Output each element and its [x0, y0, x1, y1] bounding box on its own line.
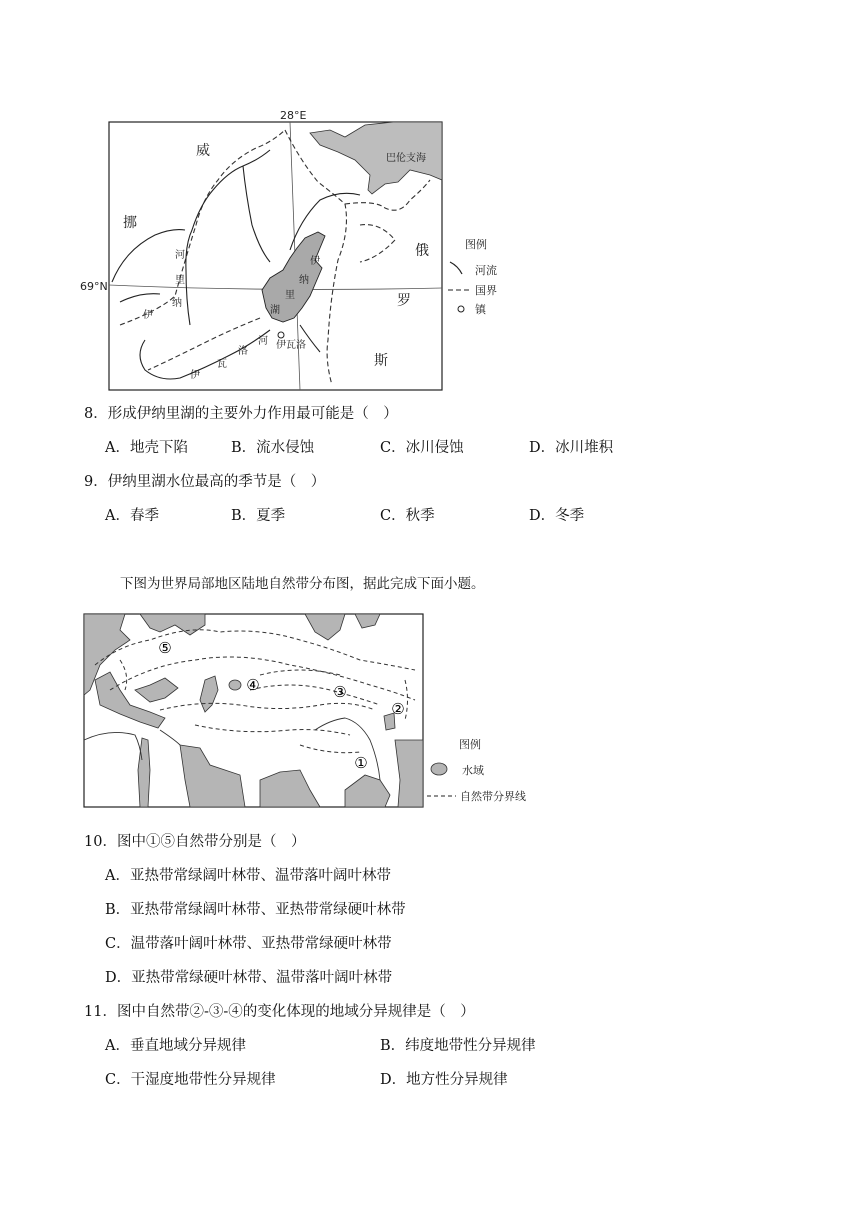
country-label-4: 斯: [374, 353, 388, 369]
q9-option-c[interactable]: C．秋季: [380, 508, 435, 524]
river-label-bottom-2: 洛: [238, 346, 248, 357]
sea-label: 巴伦支海: [386, 153, 426, 164]
zone-label-1: ①: [354, 754, 368, 772]
q10-option-b[interactable]: B．亚热带常绿阔叶林带、亚热带常绿硬叶林带: [105, 902, 406, 918]
legend-river-icon: [450, 262, 462, 274]
legend-river: 河流: [475, 264, 497, 277]
parallel-label: 69°N: [80, 280, 108, 293]
q9-stem: 9．伊纳里湖水位最高的季节是（ ）: [84, 474, 326, 490]
town-label: 伊瓦洛: [276, 340, 306, 351]
legend-water-icon: [431, 763, 447, 775]
river-label-bottom-3: 河: [258, 336, 268, 347]
q10-stem: 10．图中①⑤自然带分别是（ ）: [84, 834, 306, 850]
lake-label-3: 湖: [270, 305, 280, 316]
zone-label-2: ②: [391, 700, 405, 718]
lake-label-2: 里: [285, 290, 295, 301]
lake-label-1: 纳: [299, 275, 309, 286]
country-label-3: 罗: [397, 293, 411, 309]
lake-label-0: 伊: [310, 256, 320, 267]
town-marker-ivalo: [278, 332, 284, 338]
q9-option-d[interactable]: D．冬季: [529, 508, 585, 524]
legend-title: 图例: [465, 238, 487, 251]
map2-legend: [427, 737, 526, 803]
q8-option-a[interactable]: A．地壳下陷: [105, 440, 188, 456]
q9-option-b[interactable]: B．夏季: [231, 508, 286, 524]
legend-town: 镇: [475, 303, 486, 316]
river-label-left-2: 纳: [172, 298, 182, 309]
legend2-title: 图例: [459, 738, 481, 751]
legend-town-icon: [458, 306, 464, 312]
legend-water: 水域: [462, 764, 484, 777]
zone-label-4: ④: [246, 676, 260, 694]
zone-label-3: ③: [333, 683, 347, 701]
river-label-bottom-0: 伊: [190, 370, 200, 381]
legend-boundary: 自然带分界线: [460, 790, 526, 803]
country-label-1: 挪: [123, 215, 137, 231]
q11-stem: 11．图中自然带②-③-④的变化体现的地域分异规律是（ ）: [84, 1004, 475, 1020]
river-label-bottom-1: 瓦: [217, 359, 227, 370]
map-inari-lake: [0, 100, 520, 399]
q11-option-a[interactable]: A．垂直地域分异规律: [105, 1038, 246, 1054]
q8-option-b[interactable]: B．流水侵蚀: [231, 440, 315, 456]
q9-option-a[interactable]: A．春季: [105, 508, 159, 524]
q11-option-c[interactable]: C．干湿度地带性分异规律: [105, 1072, 276, 1088]
q10-option-c[interactable]: C．温带落叶阔叶林带、亚热带常绿硬叶林带: [105, 936, 392, 952]
legend-border: 国界: [475, 284, 497, 297]
section-intro: 下图为世界局部地区陆地自然带分布图，据此完成下面小题。: [120, 576, 485, 592]
river-label-left-0: 河: [175, 250, 185, 261]
country-label-2: 俄: [415, 243, 429, 259]
q10-option-a[interactable]: A．亚热带常绿阔叶林带、温带落叶阔叶林带: [105, 868, 391, 884]
q8-stem: 8．形成伊纳里湖的主要外力作用最可能是（ ）: [84, 406, 398, 422]
map1-legend: [448, 237, 497, 316]
map-natural-zones: [0, 600, 560, 819]
zone-label-5: ⑤: [158, 639, 172, 657]
q8-option-c[interactable]: C．冰川侵蚀: [380, 440, 464, 456]
river-label-left-1: 里: [175, 275, 185, 286]
river-label-left-3: 伊: [143, 310, 153, 321]
q11-option-b[interactable]: B．纬度地带性分异规律: [380, 1038, 536, 1054]
country-label-0: 威: [196, 143, 210, 159]
meridian-label: 28°E: [280, 109, 307, 122]
q10-option-d[interactable]: D．亚热带常绿硬叶林带、温带落叶阔叶林带: [105, 970, 393, 986]
q8-option-d[interactable]: D．冰川堆积: [529, 440, 614, 456]
q11-option-d[interactable]: D．地方性分异规律: [380, 1072, 508, 1088]
